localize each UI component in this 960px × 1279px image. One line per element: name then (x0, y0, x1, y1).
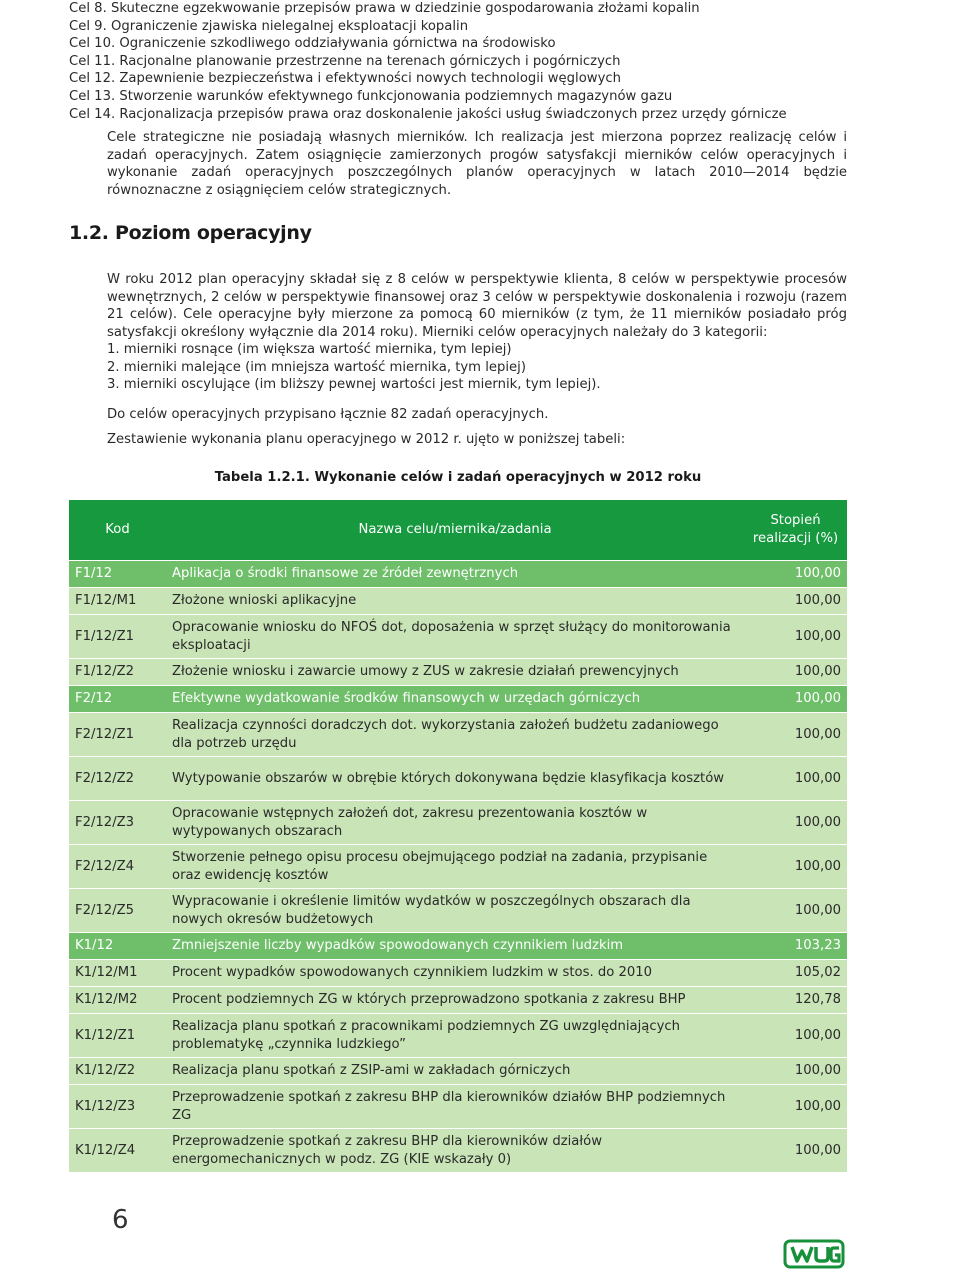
table-row (69, 960, 847, 987)
table-row (69, 889, 847, 933)
row-name: Złożenie wniosku i zawarcie umowy z ZUS w zakresie działań prewencyjnych (166, 659, 744, 686)
row-name: Przeprowadzenie spotkań z zakresu BHP dla kierowników działów energomechanicznych w podz. ZG (KIE wskazały 0) (166, 1129, 744, 1173)
row-name: Wypracowanie i określenie limitów wydatków w poszczególnych obszarach dla nowych okresów budżetowych (166, 889, 744, 933)
header-degree: Stopień realizacji (%) (744, 500, 847, 561)
categories-list (107, 341, 601, 394)
row-code: F1/12/Z1 (69, 615, 166, 659)
wug-logo-icon (783, 1235, 845, 1277)
table-row (69, 686, 847, 713)
table-row (69, 987, 847, 1014)
row-name: Aplikacja o środki finansowe ze źródeł zewnętrznych (166, 561, 744, 588)
goal-item: Cel 9. Ograniczenie zjawiska nielegalnej eksploatacji kopalin (69, 18, 469, 34)
intro-paragraph: Cele strategiczne nie posiadają własnych mierników. Ich realizacja jest mierzona poprzez realizację celów i zadań operacyjnych. Zatem osiągnięcie zamierzonych progów satysfakcji mierników celów operacyjnych i wykonanie zadań operacyjnych poszczególnych planów operacyjnych w latach 2010—2014 będzie równoznaczne z osiągnięciem celów strategicznych. (107, 130, 847, 198)
row-name: Opracowanie wstępnych założeń dot, zakresu prezentowania kosztów w wytypowanych obszarach (166, 801, 744, 845)
table-row (69, 1014, 847, 1058)
table-row (69, 757, 847, 801)
table-row (69, 1129, 847, 1173)
category-item: 2. mierniki malejące (im mniejsza wartość miernika, tym lepiej) (107, 359, 526, 375)
row-code: F2/12/Z3 (69, 801, 166, 845)
table-row (69, 933, 847, 960)
row-name: Procent wypadków spowodowanych czynnikiem ludzkim w stos. do 2010 (166, 960, 744, 987)
table-row (69, 659, 847, 686)
table-row (69, 588, 847, 615)
row-code: K1/12/Z2 (69, 1058, 166, 1085)
row-code: K1/12/M1 (69, 960, 166, 987)
row-degree: 100,00 (744, 845, 847, 889)
row-degree: 100,00 (744, 1085, 847, 1129)
row-name: Realizacja czynności doradczych dot. wykorzystania założeń budżetu zadaniowego dla potrzeb urzędu (166, 713, 744, 757)
row-degree: 100,00 (744, 801, 847, 845)
row-code: K1/12/M2 (69, 987, 166, 1014)
goal-item: Cel 13. Stworzenie warunków efektywnego funkcjonowania podziemnych magazynów gazu (69, 88, 673, 104)
row-code: F2/12/Z4 (69, 845, 166, 889)
row-name: Realizacja planu spotkań z pracownikami podziemnych ZG uwzględniających problematykę „czynnika ludzkiego” (166, 1014, 744, 1058)
row-code: F2/12/Z1 (69, 713, 166, 757)
row-code: F1/12/M1 (69, 588, 166, 615)
row-code: F2/12/Z5 (69, 889, 166, 933)
row-degree: 100,00 (744, 1014, 847, 1058)
row-degree: 100,00 (744, 1058, 847, 1085)
table-row (69, 1085, 847, 1129)
row-code: F2/12 (69, 686, 166, 713)
table-row (69, 801, 847, 845)
tasks-line: Do celów operacyjnych przypisano łącznie 82 zadań operacyjnych. (107, 407, 549, 422)
table-header-row (69, 500, 847, 561)
row-name: Przeprowadzenie spotkań z zakresu BHP dla kierowników działów BHP podziemnych ZG (166, 1085, 744, 1129)
row-code: K1/12/Z1 (69, 1014, 166, 1058)
page-number: 6 (112, 1205, 129, 1235)
row-name: Zmniejszenie liczby wypadków spowodowanych czynnikiem ludzkim (166, 933, 744, 960)
row-degree: 100,00 (744, 889, 847, 933)
goal-item: Cel 12. Zapewnienie bezpieczeństwa i efektywności nowych technologii węglowych (69, 71, 621, 87)
row-name: Realizacja planu spotkań z ZSIP-ami w zakładach górniczych (166, 1058, 744, 1085)
row-degree: 100,00 (744, 561, 847, 588)
row-degree: 100,00 (744, 686, 847, 713)
row-code: K1/12 (69, 933, 166, 960)
row-name: Złożone wnioski aplikacyjne (166, 588, 744, 615)
row-degree: 103,23 (744, 933, 847, 960)
header-code: Kod (69, 500, 166, 561)
row-name: Procent podziemnych ZG w których przeprowadzono spotkania z zakresu BHP (166, 987, 744, 1014)
row-name: Opracowanie wniosku do NFOŚ dot, doposażenia w sprzęt służący do monitorowania eksploatacji (166, 615, 744, 659)
table-row (69, 713, 847, 757)
row-degree: 100,00 (744, 659, 847, 686)
section-heading: 1.2. Poziom operacyjny (69, 222, 312, 244)
row-degree: 105,02 (744, 960, 847, 987)
table-row (69, 615, 847, 659)
row-name: Stworzenie pełnego opisu procesu obejmującego podział na zadania, przypisanie oraz ewidencję kosztów (166, 845, 744, 889)
category-item: 1. mierniki rosnące (im większa wartość miernika, tym lepiej) (107, 342, 512, 357)
row-degree: 100,00 (744, 1129, 847, 1173)
table-row (69, 1058, 847, 1085)
goals-list (69, 0, 859, 123)
table-caption: Tabela 1.2.1. Wykonanie celów i zadań operacyjnych w 2012 roku (214, 470, 702, 485)
row-code: F1/12 (69, 561, 166, 588)
row-code: F1/12/Z2 (69, 659, 166, 686)
goal-item: Cel 14. Racjonalizacja przepisów prawa oraz doskonalenie jakości usług świadczonych przez urzędy górnicze (69, 106, 787, 122)
section-paragraph: W roku 2012 plan operacyjny składał się z 8 celów w perspektywie klienta, 8 celów w perspektywie procesów wewnętrznych, 2 celów w perspektywie finansowej oraz 3 celów w perspektywie doskonalenia i rozwoju (razem 21 celów). Cele operacyjne były mierzone za pomocą 60 mierników (z tym, że 11 mierników posiadało próg satysfakcji określony wyłącznie dla 2014 roku). Mierniki celów operacyjnych należały do 3 kategorii: (107, 272, 847, 340)
row-code: K1/12/Z4 (69, 1129, 166, 1173)
row-name: Efektywne wydatkowanie środków finansowych w urzędach górniczych (166, 686, 744, 713)
summary-line: Zestawienie wykonania planu operacyjnego w 2012 r. ujęto w poniższej tabeli: (107, 432, 626, 447)
row-degree: 100,00 (744, 588, 847, 615)
row-degree: 100,00 (744, 615, 847, 659)
results-table (69, 500, 847, 1172)
table-row (69, 561, 847, 588)
row-degree: 100,00 (744, 713, 847, 757)
goal-item: Cel 8. Skuteczne egzekwowanie przepisów prawa w dziedzinie gospodarowania złożami kopalin (69, 1, 700, 16)
goal-item: Cel 10. Ograniczenie szkodliwego oddziaływania górnictwa na środowisko (69, 36, 556, 52)
row-code: F2/12/Z2 (69, 757, 166, 801)
row-degree: 120,78 (744, 987, 847, 1014)
table-row (69, 845, 847, 889)
goal-item: Cel 11. Racjonalne planowanie przestrzenne na terenach górniczych i pogórniczych (69, 53, 621, 69)
row-name: Wytypowanie obszarów w obrębie których dokonywana będzie klasyfikacja kosztów (166, 757, 744, 801)
row-code: K1/12/Z3 (69, 1085, 166, 1129)
row-degree: 100,00 (744, 757, 847, 801)
header-name: Nazwa celu/miernika/zadania (166, 500, 744, 561)
category-item: 3. mierniki oscylujące (im bliższy pewnej wartości jest miernik, tym lepiej). (107, 377, 601, 393)
